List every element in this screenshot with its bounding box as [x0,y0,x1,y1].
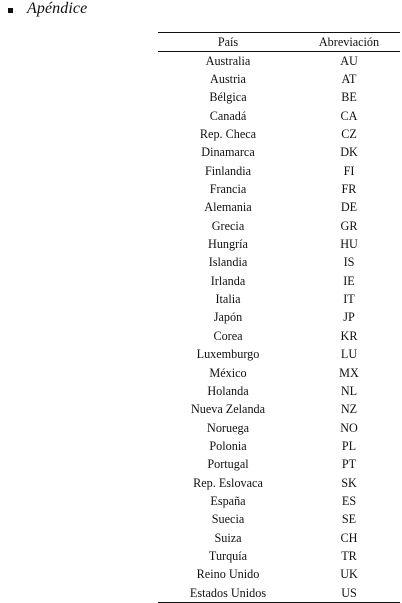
country-cell: Hungría [208,237,248,252]
country-cell: Rep. Checa [199,127,257,142]
country-cell: Corea [213,328,243,343]
section-title: Apéndice [27,0,88,17]
country-cell: Bélgica [209,90,247,105]
table-row [158,511,400,529]
abbreviation-cell: TR [341,548,357,563]
country-cell: España [210,493,246,508]
country-cell: Alemania [204,200,252,215]
table-header-row [158,33,400,52]
table-row [158,382,400,400]
table-row [158,52,400,71]
table-row [158,584,400,603]
table-row [158,70,400,88]
country-cell: Finlandia [204,163,252,178]
abbreviation-cell: IT [343,292,355,307]
country-cell: México [209,365,247,380]
section-heading [8,0,87,18]
country-abbreviation-table-container [158,32,400,603]
abbreviation-cell: SE [341,512,357,527]
country-cell: Austria [210,72,246,87]
abbreviation-cell: CH [340,530,358,545]
abbreviation-cell: IE [343,273,355,288]
abbreviation-cell: DK [340,145,358,160]
table-row [158,162,400,180]
table-row [158,474,400,492]
table-row [158,364,400,382]
bullet-square-icon [8,8,13,13]
table-row [158,309,400,327]
table-row [158,272,400,290]
abbreviation-cell: AT [341,72,357,87]
abbreviation-cell: NO [340,420,358,435]
abbreviation-cell: SK [341,475,357,490]
table-row [158,492,400,510]
table-row [158,346,400,364]
table-row [158,89,400,107]
abbreviation-cell: GR [340,218,358,233]
table-row [158,217,400,235]
table-body [158,52,400,603]
table-row [158,235,400,253]
abbreviation-cell: IS [343,255,355,270]
table-row [158,327,400,345]
abbreviation-cell: FR [341,182,357,197]
table-row [158,456,400,474]
abbreviation-cell: CZ [341,127,357,142]
country-cell: Holanda [207,383,249,398]
country-cell: Turquía [208,548,248,563]
country-cell: Irlanda [210,273,246,288]
country-cell: Suecia [211,512,245,527]
table-row [158,180,400,198]
country-cell: Suiza [214,530,242,545]
country-cell: Islandia [208,255,248,270]
country-cell: Reino Unido [196,567,260,582]
country-cell: Francia [209,182,247,197]
table-row [158,529,400,547]
abbreviation-cell: NL [340,383,358,398]
country-cell: Italia [215,292,241,307]
country-cell: Rep. Eslovaca [193,475,263,490]
country-cell: Canadá [209,108,247,123]
abbreviation-cell: BE [341,90,357,105]
table-row [158,125,400,143]
country-cell: Japón [213,310,243,325]
country-cell: Estados Unidos [189,585,267,600]
abbreviation-cell: NZ [340,402,358,417]
abbreviation-cell: JP [343,310,355,325]
abbreviation-cell: KR [340,328,358,343]
table-row [158,290,400,308]
country-cell: Australia [205,53,251,68]
table-row [158,199,400,217]
country-cell: Luxemburgo [196,347,260,362]
country-abbreviation-table [158,32,400,603]
abbreviation-cell: US [341,585,357,600]
abbreviation-cell: LU [340,347,358,362]
column-header-abbreviation: Abreviación [318,34,380,49]
country-cell: Grecia [211,218,245,233]
abbreviation-cell: AU [340,53,358,68]
table-row [158,419,400,437]
table-row [158,566,400,584]
table-row [158,144,400,162]
country-cell: Nueva Zelanda [190,402,266,417]
table-row [158,437,400,455]
abbreviation-cell: PT [341,457,357,472]
abbreviation-cell: HU [340,237,358,252]
table-row [158,547,400,565]
abbreviation-cell: CA [340,108,358,123]
country-cell: Noruega [207,420,249,435]
country-cell: Polonia [209,438,247,453]
table-row [158,107,400,125]
abbreviation-cell: UK [340,567,358,582]
abbreviation-cell: FI [343,163,355,178]
abbreviation-cell: ES [341,493,357,508]
abbreviation-cell: PL [341,438,357,453]
table-row [158,254,400,272]
country-cell: Portugal [207,457,249,472]
country-cell: Dinamarca [201,145,255,160]
abbreviation-cell: DE [340,200,358,215]
abbreviation-cell: MX [339,365,359,380]
column-header-country: País [217,34,239,49]
table-row [158,401,400,419]
